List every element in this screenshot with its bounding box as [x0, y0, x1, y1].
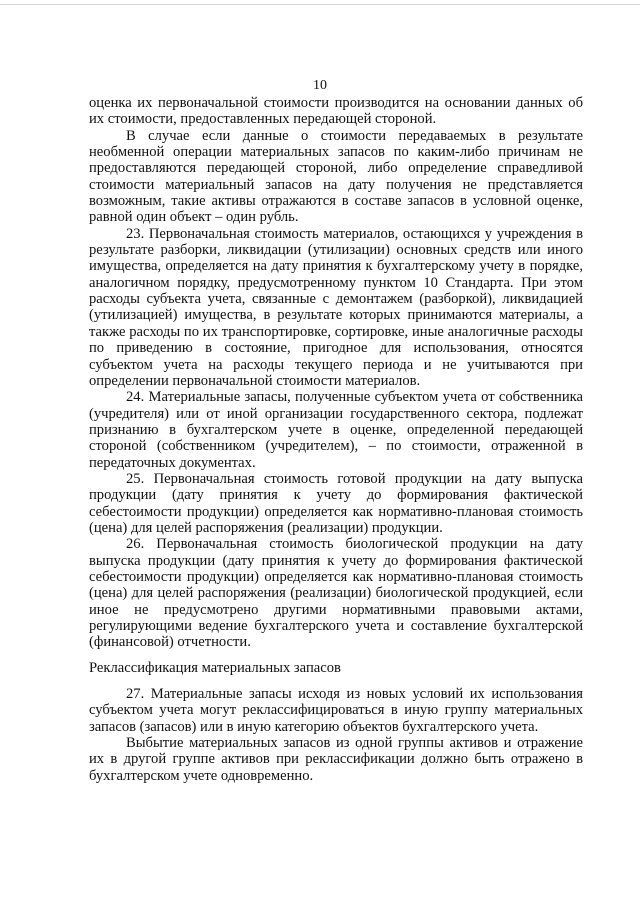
paragraph-disposal: Выбытие материальных запасов из одной группы активов и отражение их в другой группе активов при реклассификации должно быть отражено в бухгалтерском учете одновременно.	[89, 735, 583, 784]
paragraph-item-26: 26. Первоначальная стоимость биологической продукции на дату выпуска продукции (дату принятия к учету до формирования фактической себестоимости продукции) определяется как нормативно-плановая стоимость (цена) для целей распоряжения (реализации) биологической продукцией, если иное не предусмотрено другими нормативными правовыми актами, регулирующими ведение бухгалтерского учета и составление бухгалтерской (финансовой) отчетности.	[89, 536, 583, 651]
section-heading: Реклассификация материальных запасов	[89, 659, 341, 676]
paragraph-conditional-valuation: В случае если данные о стоимости передаваемых в результате необменной операции материальных запасов по каким-либо причинам не предоставляются передающей стороной, либо определение справедливой стоимости материальный запасов на дату получения не представляется возможным, такие активы отражаются в составе запасов в условной оценке, равной один объект – один рубль.	[89, 127, 583, 226]
paragraph-item-24: 24. Материальные запасы, полученные субъектом учета от собственника (учредителя) или от иной организации государственного сектора, подлежат признанию в бухгалтерском учете в оценке, определенной передающей стороной (собственником (учредителем), – по стоимости, отраженной в передаточных документах.	[89, 389, 583, 471]
top-edge-line	[0, 4, 640, 5]
paragraph-item-23: 23. Первоначальная стоимость материалов, остающихся у учреждения в результате разборки, ликвидации (утилизации) основных средств или иного имущества, определяется на дату принятия к бухгалтерскому учету в порядке, аналогичном порядку, предусмотренному пунктом 10 Стандарта. При этом расходы субъекта учета, связанные с демонтажем (разборкой), ликвидацией (утилизацией) имущества, в результате которых принимаются материалы, а также расходы по их транспортировке, сортировке, иные аналогичные расходы по приведению в состояние, пригодное для использования, относятся субъектом учета на расходы текущего периода и не учитываются при определении первоначальной стоимости материалов.	[89, 225, 583, 389]
page-number: 10	[313, 78, 327, 93]
document-body	[89, 95, 583, 784]
paragraph-continuation: оценка их первоначальной стоимости производится на основании данных об их стоимости, предоставленных передающей стороной.	[89, 95, 583, 128]
paragraph-item-27: 27. Материальные запасы исходя из новых условий их использования субъектом учета могут реклассифицироваться в иную группу материальных запасов (запасов) или в иную категорию объектов бухгалтерского учета.	[89, 686, 583, 735]
paragraph-item-25: 25. Первоначальная стоимость готовой продукции на дату выпуска продукции (дату принятия к учету до формирования фактической себестоимости продукции) определяется как нормативно-плановая стоимость (цена) для целей распоряжения (реализации) продукции.	[89, 470, 583, 536]
